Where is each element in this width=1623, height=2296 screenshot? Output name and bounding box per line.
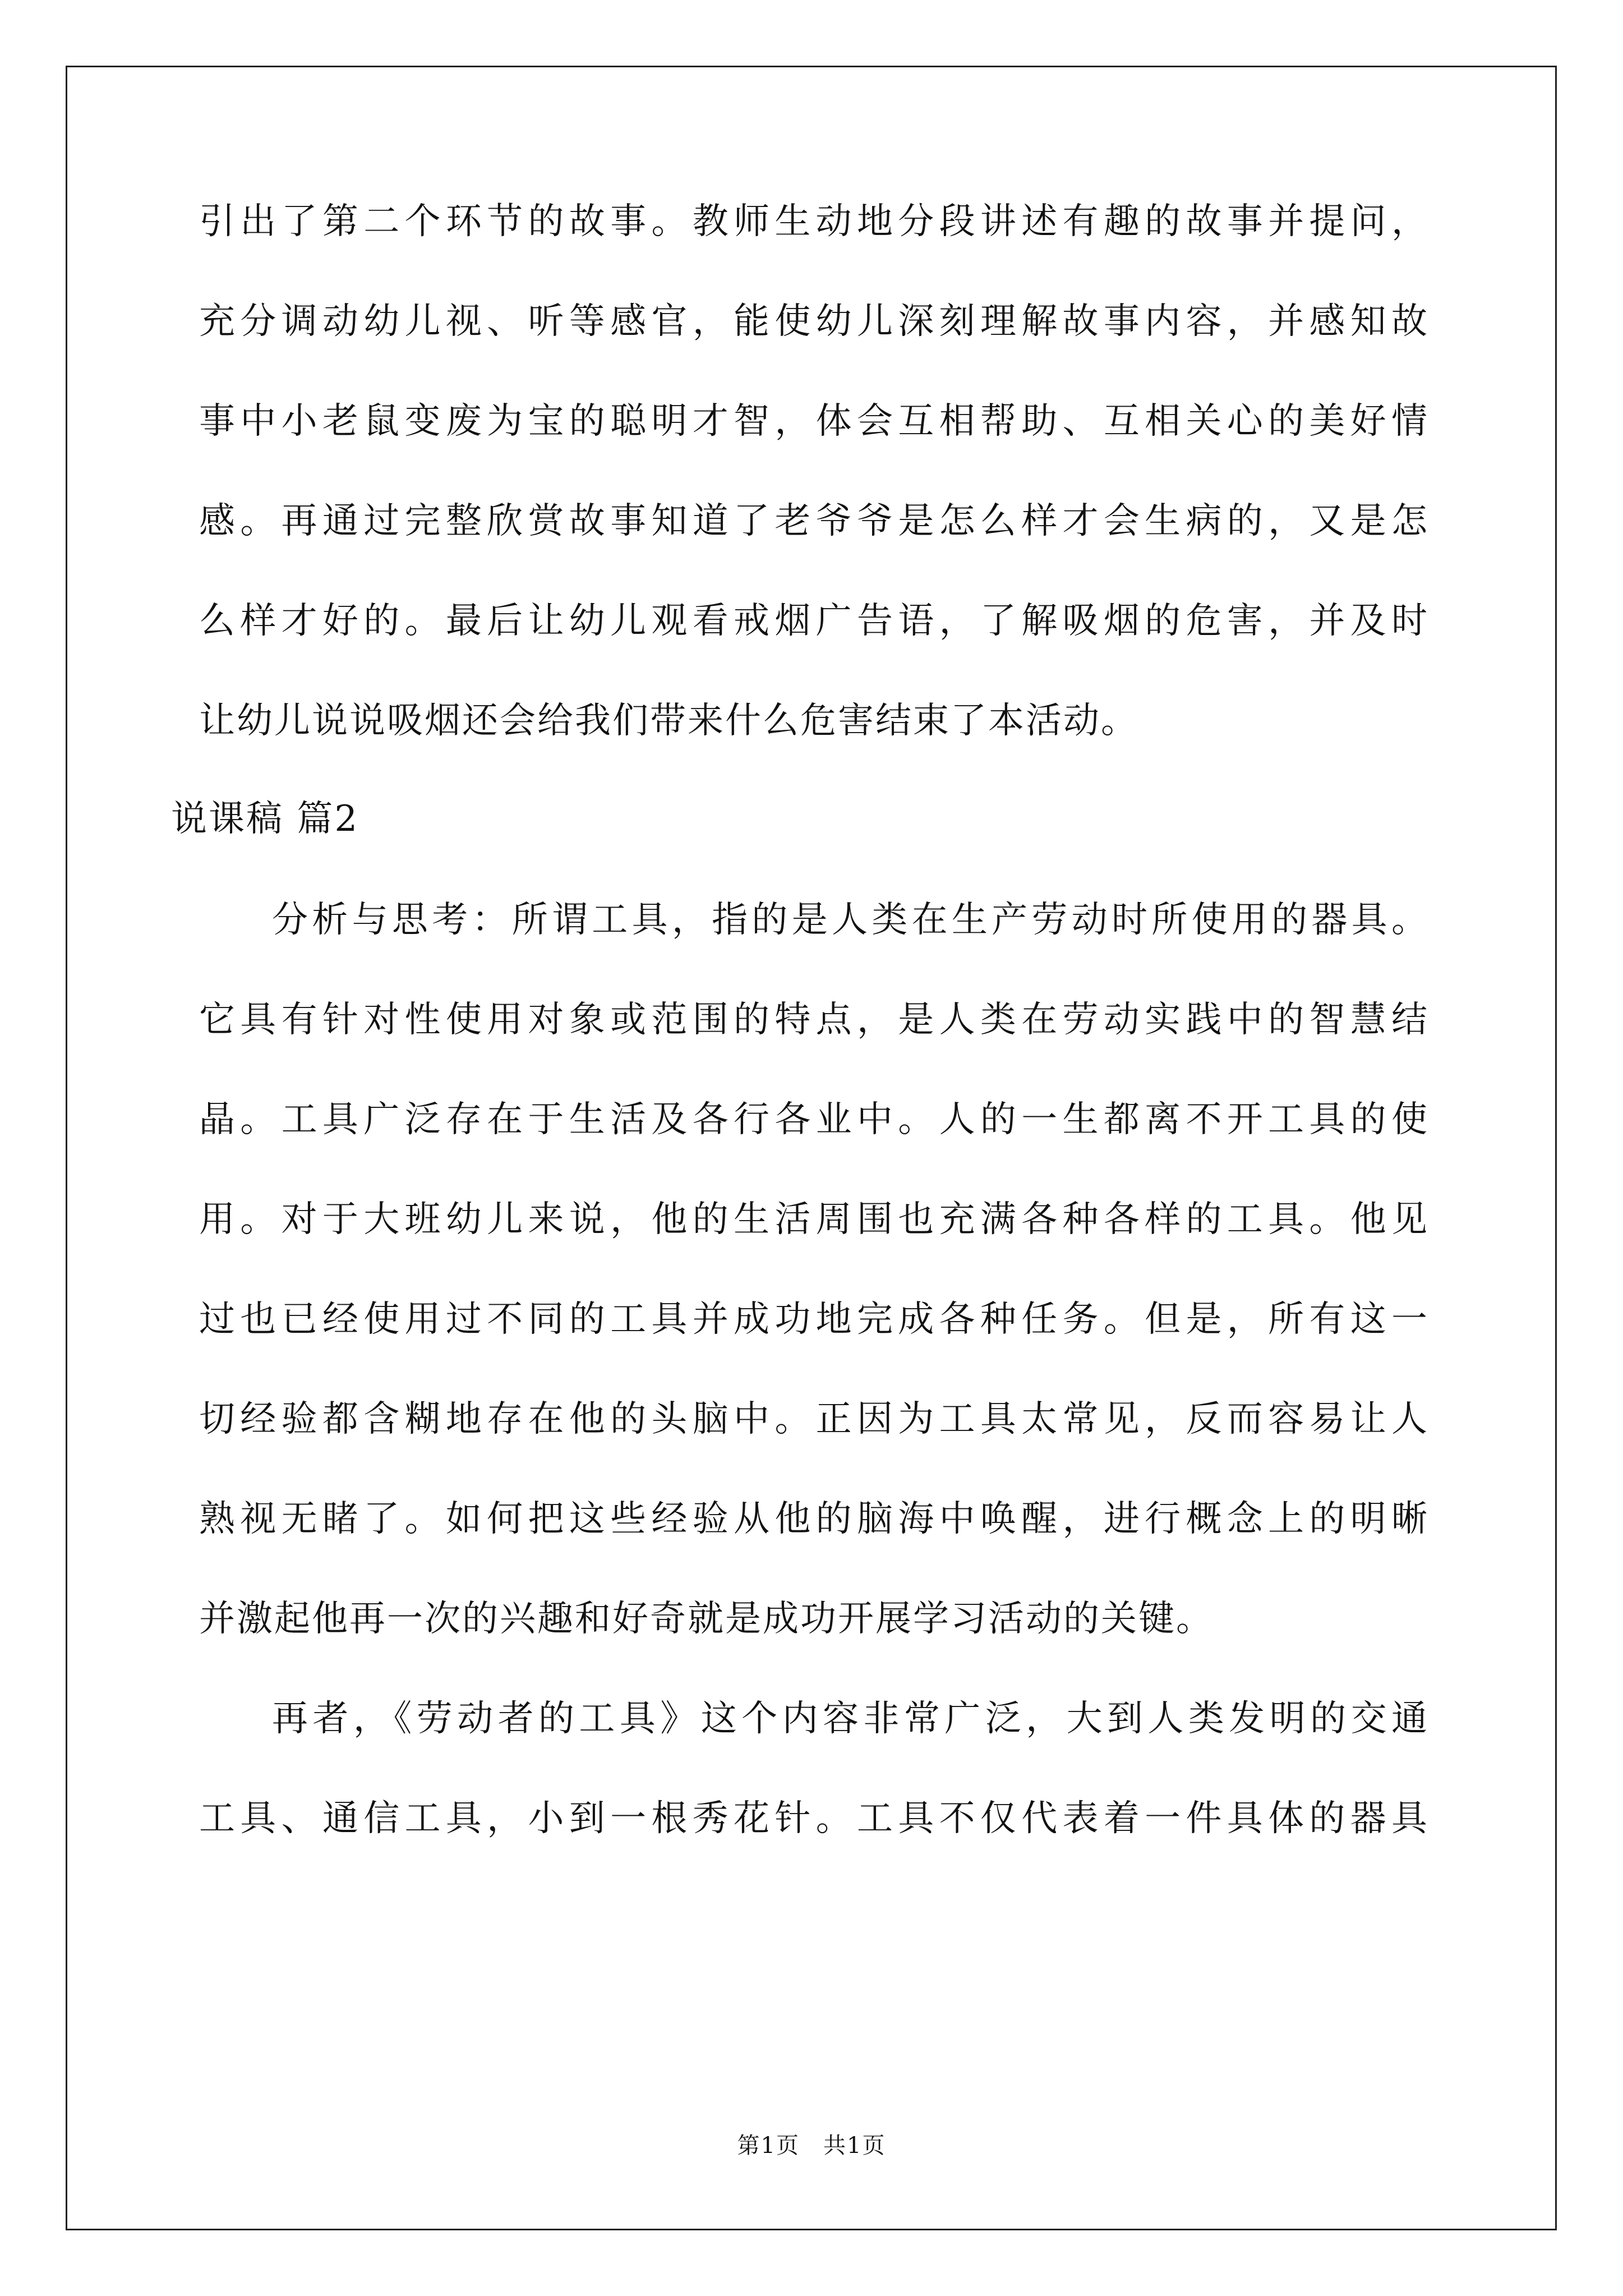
page-footer: 第1页 共1页 [737, 2133, 886, 2159]
text-line: 熟视无睹了。如何把这些经验从他的脑海中唤醒，进行概念上的明晰 [199, 1498, 1427, 1540]
text-line: 分析与思考：所谓工具，指的是人类在生产劳动时所使用的器具。 [272, 899, 1427, 941]
text-line: 充分调动幼儿视、听等感官，能使幼儿深刻理解故事内容，并感知故 [199, 301, 1427, 342]
text-line: 工具、通信工具，小到一根秀花针。工具不仅代表着一件具体的器具 [199, 1798, 1427, 1839]
text-line: 感。再通过完整欣赏故事知道了老爷爷是怎么样才会生病的，又是怎 [199, 500, 1427, 542]
text-line: 让幼儿说说吸烟还会给我们带来什么危害结束了本活动。 [199, 700, 1138, 742]
text-line: 过也已经使用过不同的工具并成功地完成各种任务。但是，所有这一 [199, 1299, 1427, 1340]
text-line: 并激起他再一次的兴趣和好奇就是成功开展学习活动的关键。 [199, 1598, 1214, 1640]
section-heading: 说课稿 篇2 [171, 798, 359, 840]
text-line: 再者，《劳动者的工具》这个内容非常广泛，大到人类发明的交通 [272, 1698, 1427, 1740]
text-line: 它具有针对性使用对象或范围的特点，是人类在劳动实践中的智慧结 [199, 999, 1427, 1041]
text-line: 用。对于大班幼儿来说，他的生活周围也充满各种各样的工具。他见 [199, 1199, 1427, 1240]
text-line: 晶。工具广泛存在于生活及各行各业中。人的一生都离不开工具的使 [199, 1099, 1427, 1140]
page-border [66, 66, 1557, 2230]
text-line: 么样才好的。最后让幼儿观看戒烟广告语，了解吸烟的危害，并及时 [199, 600, 1427, 642]
text-line: 切经验都含糊地存在他的头脑中。正因为工具太常见，反而容易让人 [199, 1398, 1427, 1440]
text-line: 引出了第二个环节的故事。教师生动地分段讲述有趣的故事并提问， [199, 201, 1427, 242]
text-line: 事中小老鼠变废为宝的聪明才智，体会互相帮助、互相关心的美好情 [199, 401, 1427, 442]
